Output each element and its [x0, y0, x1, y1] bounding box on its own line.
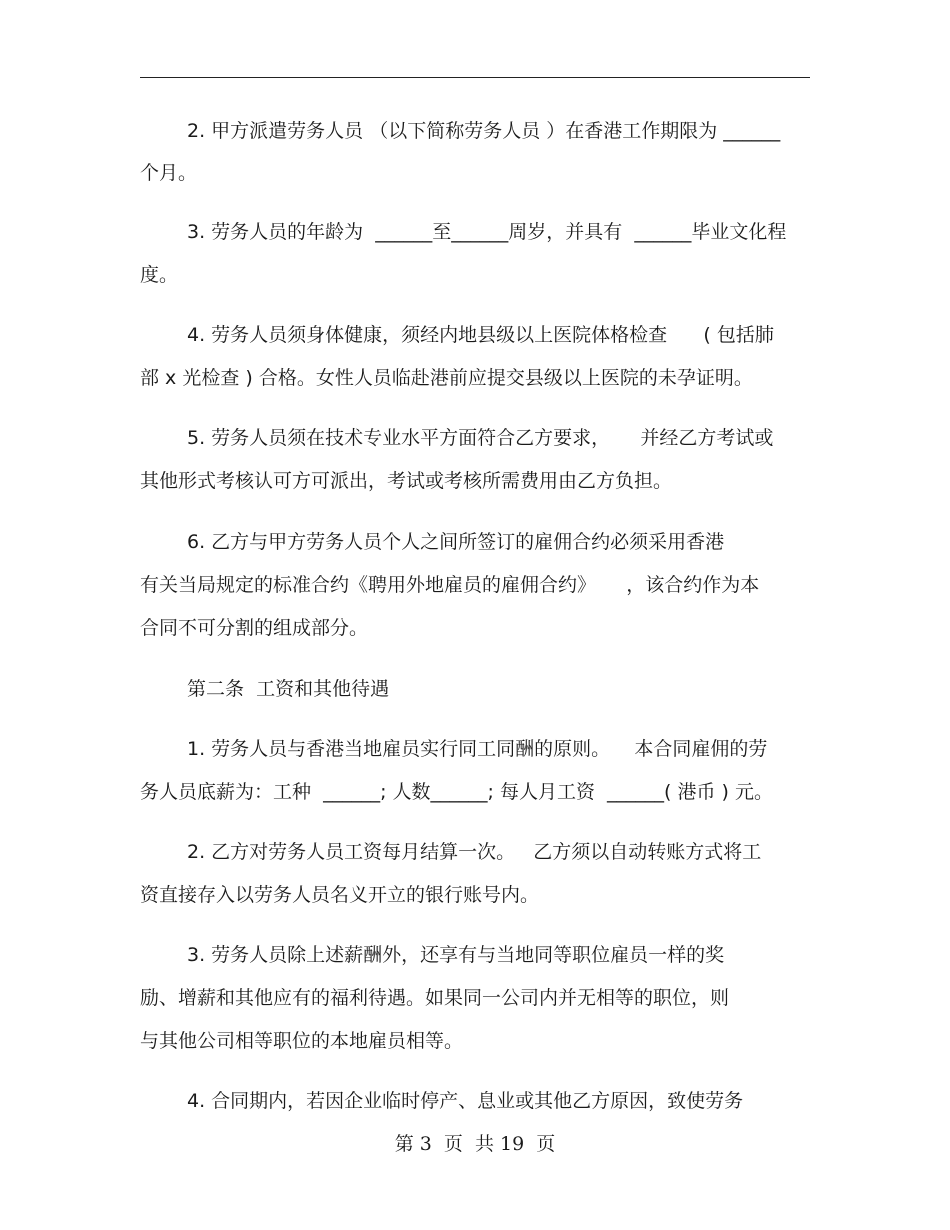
article-2-clause-1-line-1: 1. 劳务人员与香港当地雇员实行同工同酬的原则。 本合同雇佣的劳 — [187, 738, 768, 760]
page-number-footer: 第 3 页 共 19 页 — [394, 1133, 556, 1155]
clause-3-line-1: 3. 劳务人员的年龄为 ______至______周岁，并具有 ______毕业文化程 — [187, 221, 787, 243]
header-rule — [140, 77, 810, 78]
article-2-clause-3-line-3: 与其他公司相等职位的本地雇员相等。 — [140, 1030, 464, 1052]
clause-4-line-1: 4. 劳务人员须身体健康，须经内地县级以上医院体格检查 ( 包括肺 — [187, 324, 774, 346]
clause-5-line-1: 5. 劳务人员须在技术专业水平方面符合乙方要求， 并经乙方考试或 — [187, 427, 774, 449]
article-2-clause-2-line-2: 资直接存入以劳务人员名义开立的银行账号内。 — [140, 884, 540, 906]
article-2-clause-3-line-1: 3. 劳务人员除上述薪酬外，还享有与当地同等职位雇员一样的奖 — [187, 944, 725, 966]
article-2-heading: 第二条 工资和其他待遇 — [187, 678, 390, 700]
clause-2-line-2: 个月。 — [140, 162, 198, 184]
clause-6-line-3: 合同不可分割的组成部分。 — [140, 617, 369, 639]
clause-6-line-2: 有关当局规定的标准合约《聘用外地雇员的雇佣合约》 ，该合约作为本 — [140, 574, 760, 596]
clause-2-line-1: 2. 甲方派遣劳务人员 （以下简称劳务人员 ）在香港工作期限为 ______ — [187, 120, 781, 142]
article-2-clause-4-line-1: 4. 合同期内，若因企业临时停产、息业或其他乙方原因，致使劳务 — [187, 1090, 744, 1112]
clause-3-line-2: 度。 — [140, 264, 179, 286]
clause-4-line-2: 部 x 光检查 ) 合格。女性人员临赴港前应提交县级以上医院的未孕证明。 — [140, 367, 753, 389]
clause-6-line-1: 6. 乙方与甲方劳务人员个人之间所签订的雇佣合约必须采用香港 — [187, 531, 725, 553]
article-2-clause-2-line-1: 2. 乙方对劳务人员工资每月结算一次。 乙方须以自动转账方式将工 — [187, 841, 762, 863]
article-2-clause-3-line-2: 励、增薪和其他应有的福利待遇。如果同一公司内并无相等的职位，则 — [140, 987, 730, 1009]
article-2-clause-1-line-2: 务人员底薪为：工种 ______; 人数______; 每人月工资 ______( 港币 ) 元。 — [140, 781, 773, 803]
clause-5-line-2: 其他形式考核认可方可派出，考试或考核所需费用由乙方负担。 — [140, 470, 673, 492]
